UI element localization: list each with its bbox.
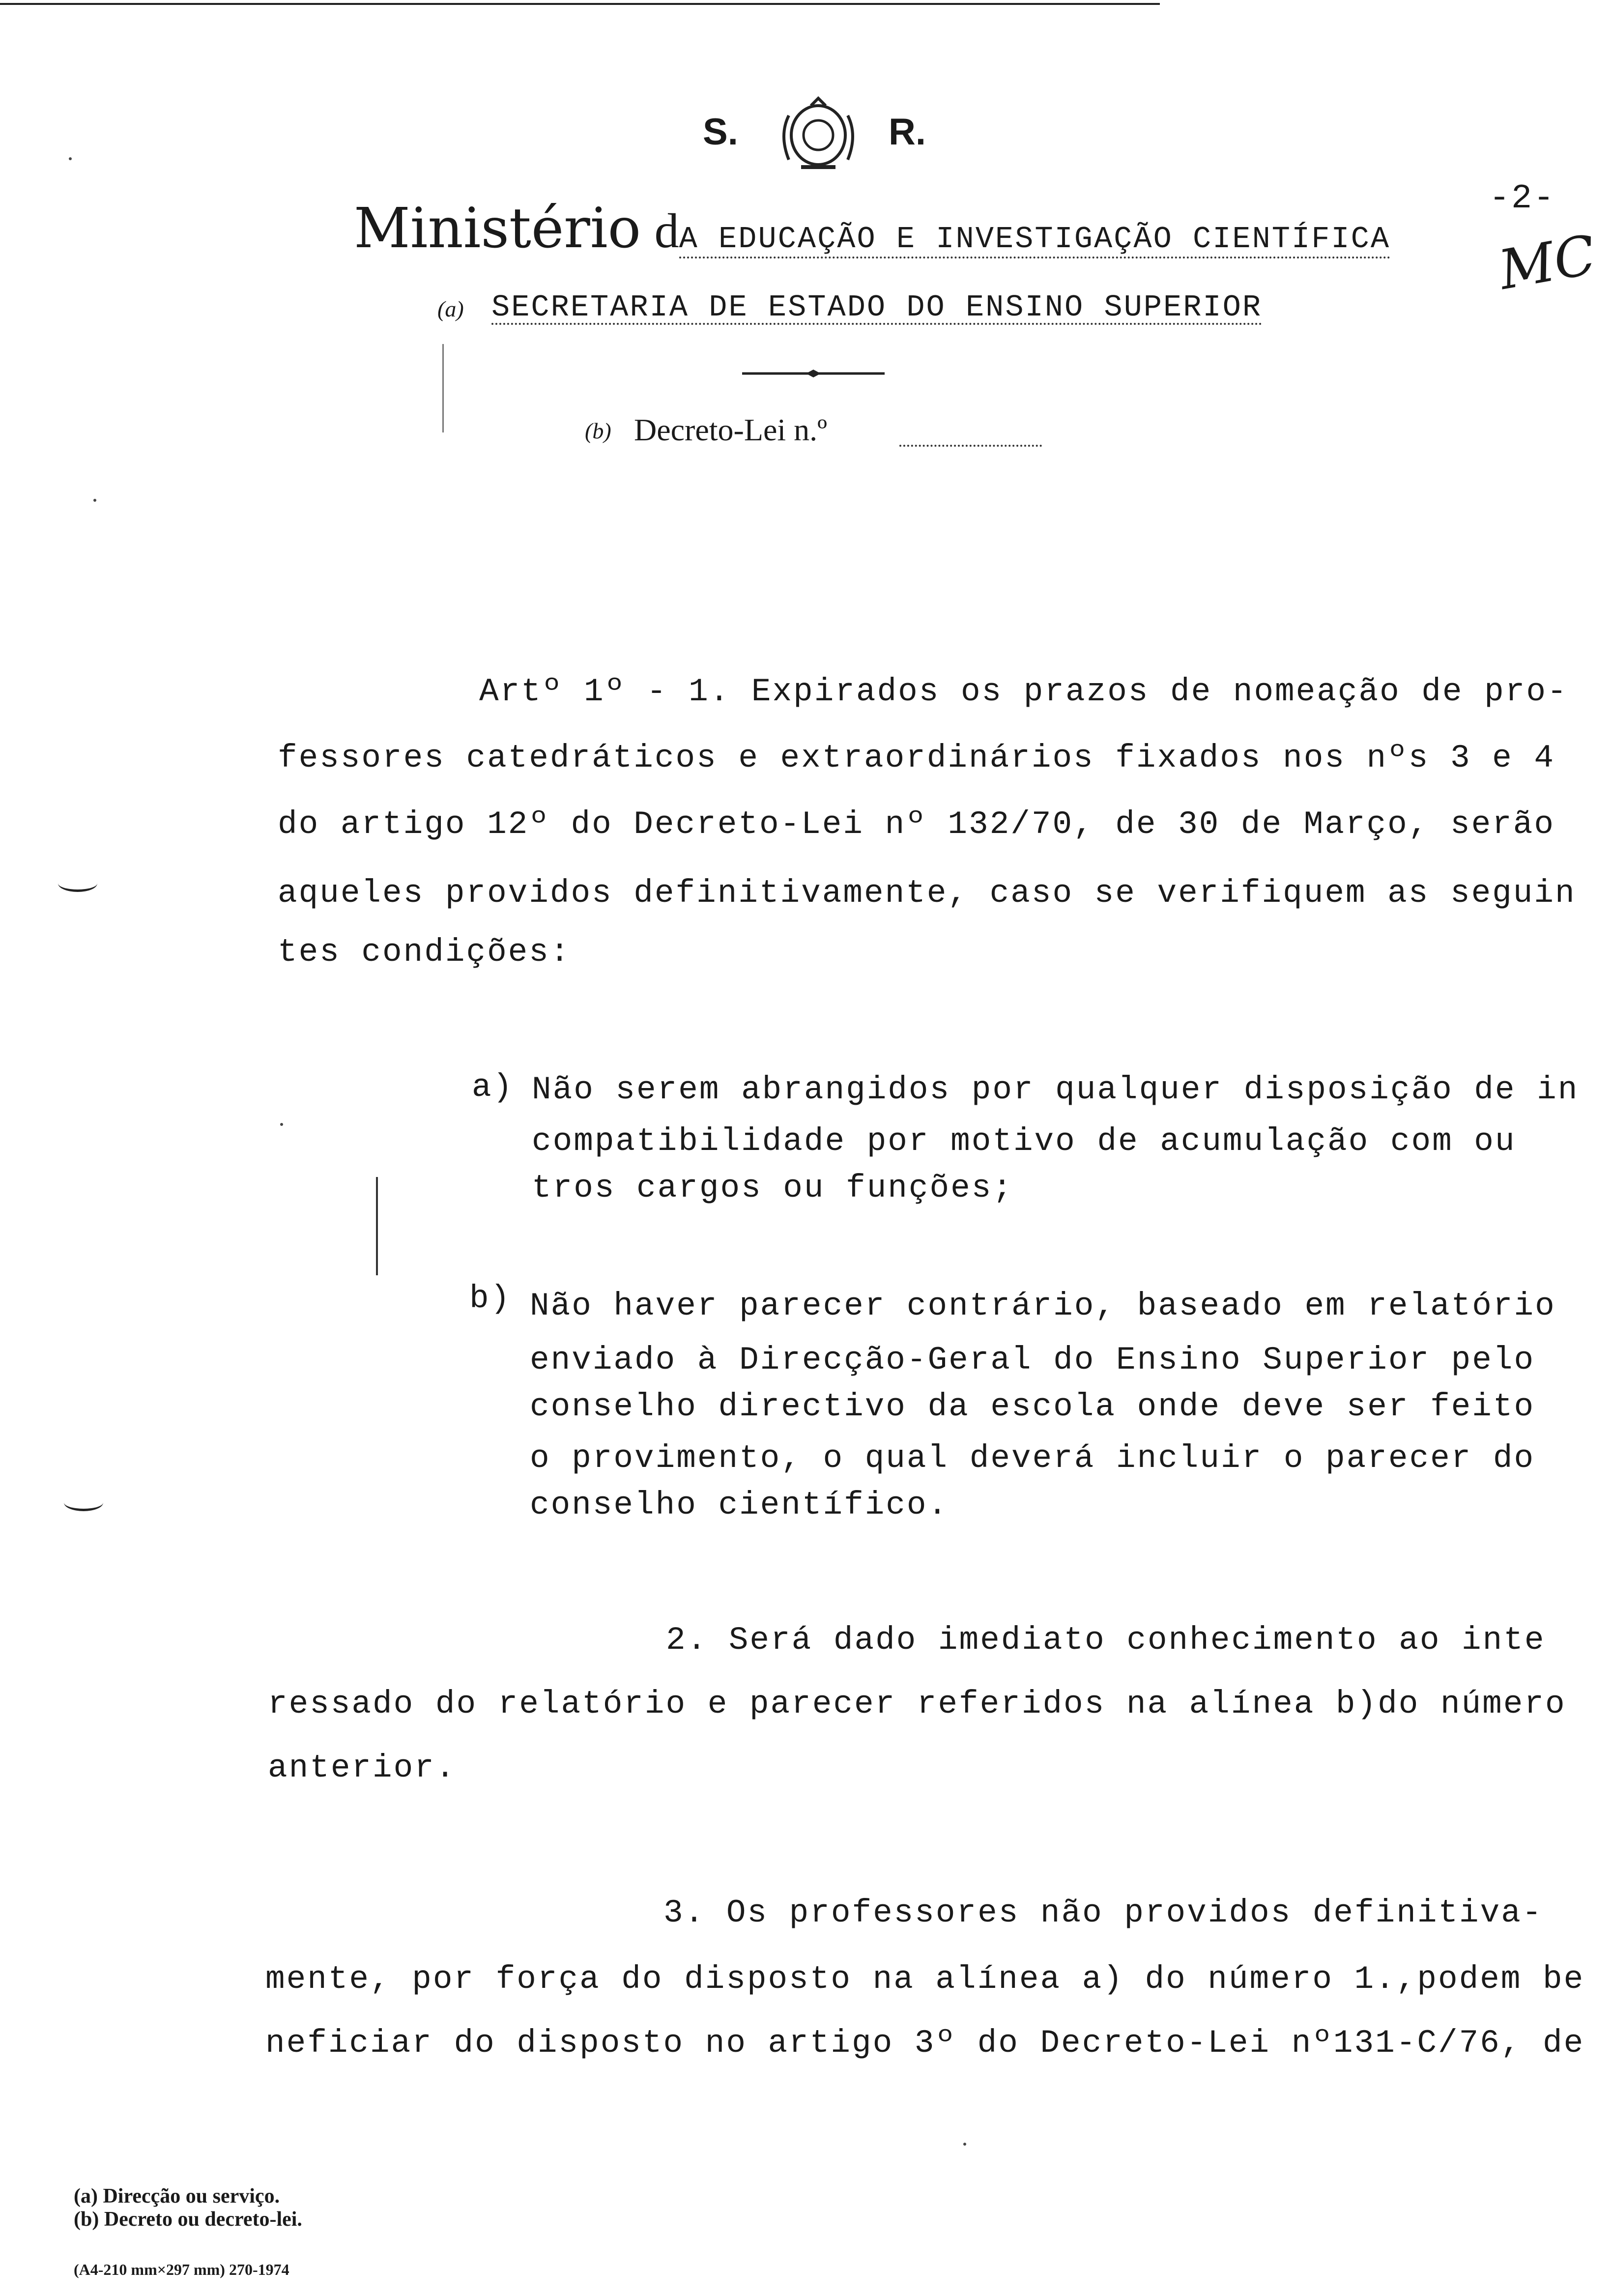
paragraph-3-line-1: 3. Os professores não providos definitiva- xyxy=(663,1894,1543,1931)
article-1-line-4: aqueles providos definitivamente, caso se verifiquem as seguin xyxy=(278,875,1576,912)
paragraph-2-line-1: 2. Será dado imediato conhecimento ao inte xyxy=(666,1622,1546,1659)
footnote-marker-b: (b) xyxy=(585,418,611,443)
footnote-a: (a) Direcção ou serviço. xyxy=(74,2185,280,2208)
item-a-line-2: compatibilidade por motivo de acumulação com ou xyxy=(532,1123,1516,1160)
decree-number-blank xyxy=(899,445,1042,447)
margin-bracket-mark xyxy=(64,1494,103,1511)
header-left-letter: S. xyxy=(703,111,738,153)
margin-rule-mark xyxy=(376,1177,378,1275)
article-1-line-3: do artigo 12º do Decreto-Lei nº 132/70, de 30 de Março, serão xyxy=(278,806,1555,843)
footnote-marker-a: (a) xyxy=(437,296,464,321)
paragraph-3-line-3: neficiar do disposto no artigo 3º do Decreto-Lei nº131-C/76, de xyxy=(265,2025,1585,2062)
article-1-line-5: tes condições: xyxy=(278,934,571,971)
scan-speck xyxy=(280,1123,283,1126)
paragraph-3-line-2: mente, por força do disposto na alínea a) do número 1.,podem be xyxy=(265,1961,1585,1998)
article-1-line-1: Artº 1º - 1. Expirados os prazos de nomeação de pro- xyxy=(479,673,1568,710)
item-b-line-3: conselho directivo da escola onde deve ser feito xyxy=(530,1388,1535,1425)
top-border-line xyxy=(0,3,1160,5)
item-a-label: a) xyxy=(472,1069,514,1106)
scan-speck xyxy=(69,157,72,160)
form-code: (A4-210 mm×297 mm) 270-1974 xyxy=(74,2261,289,2278)
article-1-line-2: fessores catedráticos e extraordinários fixados nos nºs 3 e 4 xyxy=(278,740,1555,776)
ornament-divider xyxy=(742,369,885,378)
item-b-line-4: o provimento, o qual deverá incluir o parecer do xyxy=(530,1440,1535,1477)
secretaria-heading: SECRETARIA DE ESTADO DO ENSINO SUPERIOR xyxy=(491,290,1263,325)
margin-rule-mark xyxy=(442,344,444,432)
item-b-line-2: enviado à Direcção-Geral do Ensino Superior pelo xyxy=(530,1342,1535,1378)
item-a-line-1: Não serem abrangidos por qualquer disposição de in xyxy=(532,1071,1579,1108)
item-b-label: b) xyxy=(469,1280,512,1317)
item-a-line-3: tros cargos ou funções; xyxy=(532,1170,1013,1206)
header-right-letter: R. xyxy=(889,111,926,153)
ministry-d: d xyxy=(654,203,679,258)
ministry-heading xyxy=(354,197,1390,260)
ministry-name: A EDUCAÇÃO E INVESTIGAÇÃO CIENTÍFICA xyxy=(679,222,1390,258)
item-b-line-1: Não haver parecer contrário, baseado em relatório xyxy=(530,1288,1556,1324)
scan-speck xyxy=(93,499,96,502)
paragraph-2-line-2: ressado do relatório e parecer referidos na alínea b)do número xyxy=(268,1686,1566,1722)
scan-speck xyxy=(963,2143,966,2146)
decree-label: Decreto-Lei n.º xyxy=(634,412,827,447)
coat-of-arms-emblem xyxy=(772,96,865,174)
paragraph-2-line-3: anterior. xyxy=(268,1750,457,1786)
handwritten-initials: MC xyxy=(1494,223,1601,302)
footnote-b: (b) Decreto ou decreto-lei. xyxy=(74,2208,302,2231)
ministry-word: Ministério xyxy=(354,197,641,260)
item-b-line-5: conselho científico. xyxy=(530,1487,949,1523)
margin-bracket-mark xyxy=(58,875,97,892)
page-number: -2- xyxy=(1489,179,1556,218)
